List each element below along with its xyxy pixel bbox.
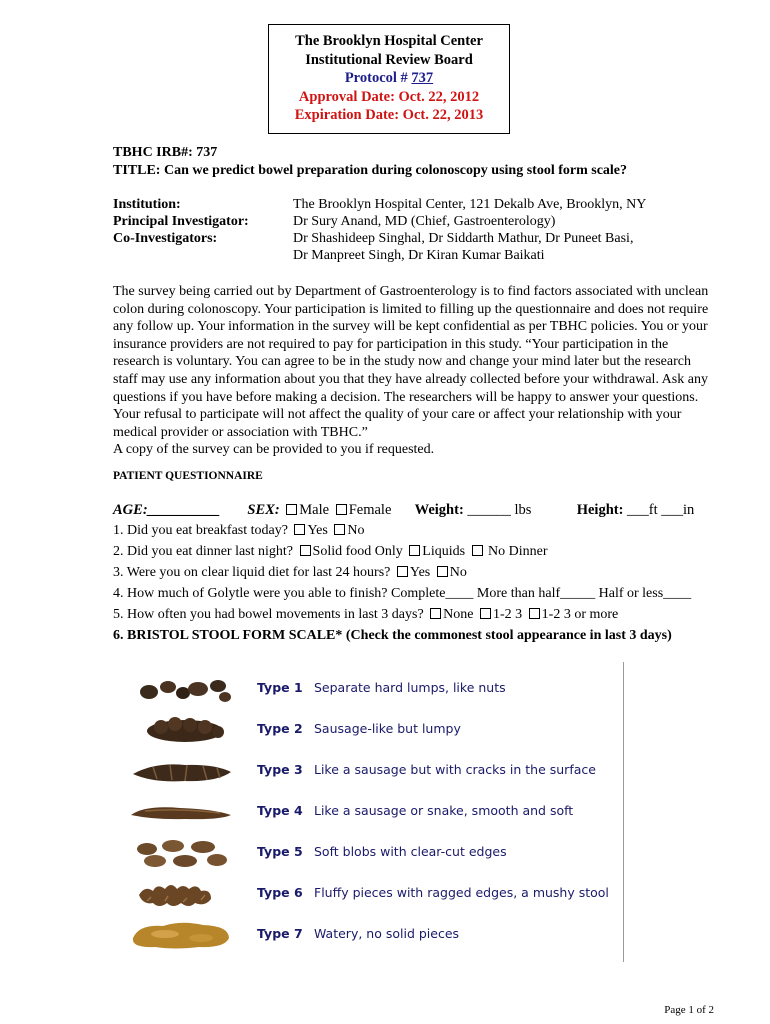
q1-no-label: No bbox=[347, 523, 365, 538]
question-2-text: 2. Did you eat dinner last night? bbox=[113, 544, 294, 559]
question-2 bbox=[113, 544, 548, 560]
q3-yes-label: Yes bbox=[409, 565, 431, 580]
q5-none-checkbox[interactable] bbox=[430, 608, 441, 619]
stool-type-2-label: Type 2 bbox=[257, 721, 303, 736]
stool-type-4-image bbox=[125, 793, 235, 829]
stool-type-6-image bbox=[125, 875, 235, 911]
chart-divider bbox=[623, 662, 624, 962]
stool-row-type-3[interactable] bbox=[113, 750, 623, 790]
stool-type-4-desc: Like a sausage or snake, smooth and soft bbox=[314, 803, 574, 818]
protocol-number: 737 bbox=[411, 70, 434, 86]
female-checkbox[interactable] bbox=[336, 504, 347, 515]
stool-type-7-label: Type 7 bbox=[257, 926, 303, 941]
stool-type-7-desc: Watery, no solid pieces bbox=[314, 926, 460, 941]
institution-label: Institution: bbox=[113, 197, 181, 212]
female-label: Female bbox=[348, 502, 392, 518]
stool-row-type-5[interactable] bbox=[113, 832, 623, 872]
stool-type-2-image bbox=[125, 711, 235, 747]
stool-row-type-6[interactable] bbox=[113, 873, 623, 913]
question-3-text: 3. Were you on clear liquid diet for last 24 hours? bbox=[113, 565, 391, 580]
header-hospital: The Brooklyn Hospital Center bbox=[295, 33, 483, 49]
q1-yes-checkbox[interactable] bbox=[294, 524, 305, 535]
question-4[interactable]: 4. How much of Golytle were you able to finish? Complete____ More than half_____ Half or less____ bbox=[113, 586, 692, 601]
coi-value-1: Dr Shashideep Singhal, Dr Siddarth Mathur, Dr Puneet Basi, bbox=[293, 231, 634, 246]
height-label: Height: bbox=[576, 502, 624, 518]
questionnaire-heading: PATIENT QUESTIONNAIRE bbox=[113, 470, 263, 482]
pi-value: Dr Sury Anand, MD (Chief, Gastroenterology) bbox=[293, 214, 556, 229]
sex-label: SEX: bbox=[247, 502, 280, 518]
height-field[interactable]: ___ft ___in bbox=[623, 502, 695, 518]
stool-type-3-label: Type 3 bbox=[257, 762, 303, 777]
question-1-text: 1. Did you eat breakfast today? bbox=[113, 523, 288, 538]
male-label: Male bbox=[299, 502, 330, 518]
q5-b-checkbox[interactable] bbox=[529, 608, 540, 619]
q5-a-checkbox[interactable] bbox=[480, 608, 491, 619]
institution-value: The Brooklyn Hospital Center, 121 Dekalb Ave, Brooklyn, NY bbox=[293, 197, 647, 212]
stool-type-5-label: Type 5 bbox=[257, 844, 303, 859]
q5-none-label: None bbox=[443, 607, 474, 622]
q3-no-checkbox[interactable] bbox=[437, 566, 448, 577]
weight-field[interactable]: ______ lbs bbox=[463, 502, 532, 518]
question-5 bbox=[113, 607, 618, 623]
q5-b-label: 1-2 3 or more bbox=[541, 607, 619, 622]
stool-row-type-2[interactable] bbox=[113, 709, 623, 749]
demographics-row bbox=[113, 502, 694, 519]
stool-type-3-image bbox=[125, 752, 235, 788]
stool-row-type-1[interactable] bbox=[113, 668, 623, 708]
stool-type-1-desc: Separate hard lumps, like nuts bbox=[314, 680, 506, 695]
stool-row-type-4[interactable] bbox=[113, 791, 623, 831]
stool-type-7-image bbox=[125, 916, 235, 952]
question-1 bbox=[113, 523, 364, 539]
q5-a-label: 1-2 3 bbox=[493, 607, 523, 622]
stool-type-1-label: Type 1 bbox=[257, 680, 303, 695]
question-6: 6. BRISTOL STOOL FORM SCALE* (Check the commonest stool appearance in last 3 days) bbox=[113, 628, 672, 643]
stool-type-6-desc: Fluffy pieces with ragged edges, a mushy stool bbox=[314, 885, 609, 900]
copy-note: A copy of the survey can be provided to you if requested. bbox=[113, 442, 435, 458]
age-field[interactable]: AGE:__________ bbox=[113, 502, 221, 518]
header-protocol bbox=[269, 69, 509, 88]
coi-value-2: Dr Manpreet Singh, Dr Kiran Kumar Baikati bbox=[293, 248, 545, 263]
q2-liquids-label: Liquids bbox=[422, 544, 466, 559]
consent-paragraph bbox=[113, 283, 713, 459]
page-footer: Page 1 of 2 bbox=[664, 1004, 714, 1016]
stool-type-6-label: Type 6 bbox=[257, 885, 303, 900]
bristol-stool-chart bbox=[113, 662, 623, 962]
irb-header-box bbox=[268, 24, 510, 134]
male-checkbox[interactable] bbox=[286, 504, 297, 515]
q2-none-checkbox[interactable] bbox=[472, 545, 483, 556]
protocol-label: Protocol # bbox=[344, 70, 412, 86]
q3-yes-checkbox[interactable] bbox=[397, 566, 408, 577]
q1-yes-label: Yes bbox=[307, 523, 328, 538]
irb-number: TBHC IRB#: 737 bbox=[113, 145, 218, 160]
stool-type-5-image bbox=[125, 834, 235, 870]
consent-body: The survey being carried out by Department of Gastroenterology is to find factors associated with unclean colon during colonoscopy. Your participation is limited to filling up the questionnaire and does not require any follow up. Your information in the survey will be kept confidential as per TBHC policies. You or your insurance providers are not required to pay for participation in this study. “Your participation in the research is voluntary. You can agree to be in the study now and change your mind later but the research staff may use any information about you that they have already collected before your withdrawal. Ask any questions if you have before making a decision. The researchers will be happy to answer your questions. Your refusal to participate will not affect the quality of your care or affect your relationship with your medical provider or association with TBHC.” bbox=[113, 284, 709, 440]
header-expiration-date: Expiration Date: Oct. 22, 2013 bbox=[294, 107, 484, 123]
stool-type-3-desc: Like a sausage but with cracks in the surface bbox=[314, 762, 596, 777]
question-5-text: 5. How often you had bowel movements in last 3 days? bbox=[113, 607, 424, 622]
weight-label: Weight: bbox=[414, 502, 464, 518]
pi-label: Principal Investigator: bbox=[113, 214, 249, 229]
q2-solid-label: Solid food Only bbox=[312, 544, 403, 559]
stool-type-4-label: Type 4 bbox=[257, 803, 303, 818]
q2-solid-checkbox[interactable] bbox=[300, 545, 311, 556]
q2-liquids-checkbox[interactable] bbox=[409, 545, 420, 556]
coi-label: Co-Investigators: bbox=[113, 231, 218, 246]
header-board: Institutional Review Board bbox=[305, 51, 473, 68]
stool-type-1-image bbox=[125, 670, 235, 706]
stool-type-2-desc: Sausage-like but lumpy bbox=[314, 721, 461, 736]
stool-row-type-7[interactable] bbox=[113, 914, 623, 954]
header-approval-date: Approval Date: Oct. 22, 2012 bbox=[298, 88, 480, 105]
q3-no-label: No bbox=[449, 565, 467, 580]
question-3 bbox=[113, 565, 467, 581]
study-title: TITLE: Can we predict bowel preparation during colonoscopy using stool form scale? bbox=[113, 163, 628, 178]
stool-type-5-desc: Soft blobs with clear-cut edges bbox=[314, 844, 507, 859]
q2-none-label: No Dinner bbox=[484, 544, 548, 559]
q1-no-checkbox[interactable] bbox=[334, 524, 345, 535]
